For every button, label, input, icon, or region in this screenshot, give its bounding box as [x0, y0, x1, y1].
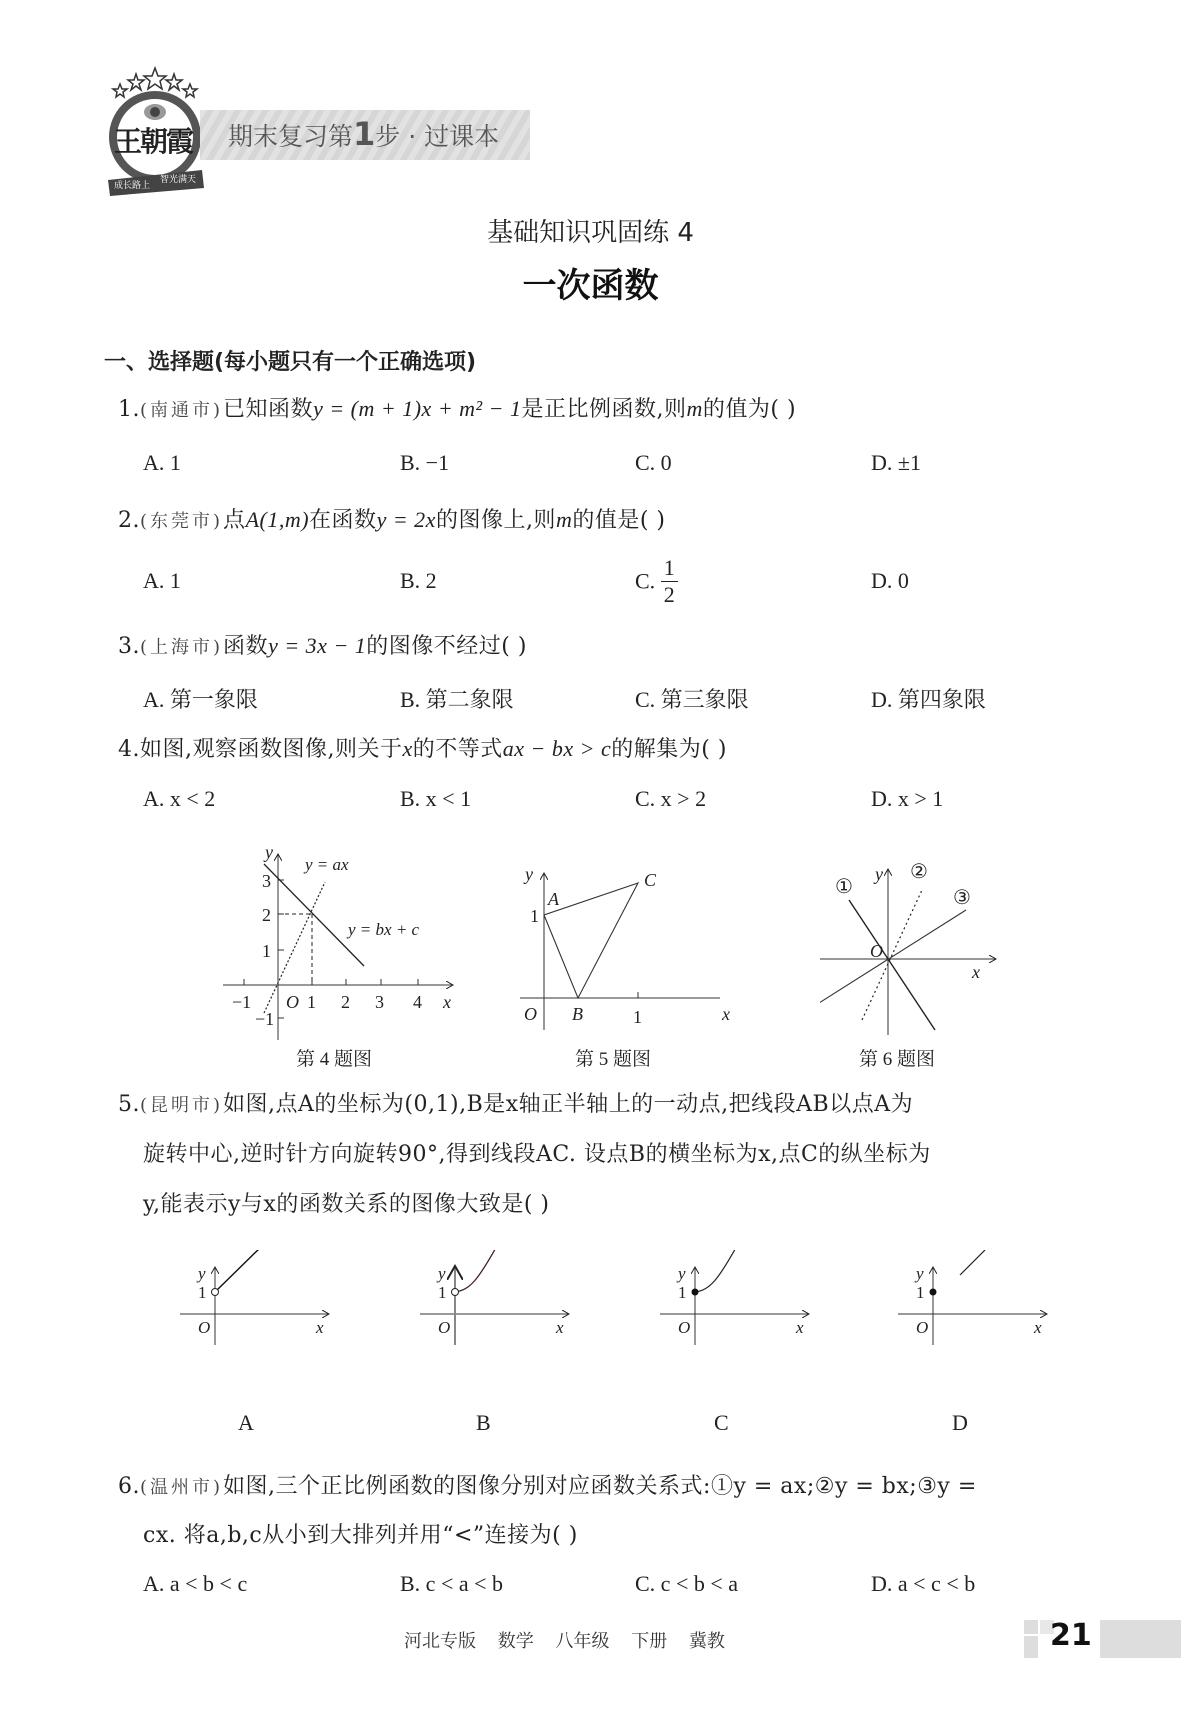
option-a[interactable]: A. x < 2 — [143, 786, 216, 811]
x-axis-label: x — [796, 1318, 804, 1337]
page-subtitle: 基础知识巩固练 4 — [487, 218, 694, 248]
question-1 — [118, 394, 796, 426]
option-d[interactable]: D — [952, 1410, 968, 1435]
q-line: 如图,点A的坐标为(0,1),B是x轴正半轴上的一动点,把线段AB以点A为 — [223, 1092, 914, 1117]
point-a-label: A — [548, 889, 559, 909]
y-tick-label: 1 — [530, 906, 539, 926]
origin-label: O — [438, 1318, 451, 1337]
q-text: 已知函数 — [223, 397, 314, 422]
x-axis-label: x — [316, 1318, 324, 1337]
origin-label: O — [870, 941, 883, 961]
q-formula: y = 2x — [376, 507, 436, 532]
line-ax-label: y = ax — [305, 855, 349, 874]
fraction-numerator: 1 — [661, 555, 678, 582]
x-axis-label: x — [556, 1318, 564, 1337]
q-text: 的解集为( ) — [611, 737, 727, 762]
option-a[interactable]: A. 1 — [143, 450, 181, 475]
q-formula: y = 3x − 1 — [268, 633, 367, 658]
graph-curve — [455, 1250, 498, 1292]
question-4 — [118, 734, 727, 765]
footer-subject: 数学 — [497, 1631, 534, 1652]
line-bx-c — [264, 864, 364, 966]
point-b-label: B — [572, 1004, 583, 1024]
logo-ribbon-right: 智光满天 — [160, 175, 197, 185]
option-a[interactable]: A. 第一象限 — [143, 687, 258, 712]
y-axis-label: y — [265, 842, 273, 862]
figure-6-caption: 第 6 题图 — [859, 1049, 936, 1070]
option-d[interactable]: D. ±1 — [871, 450, 921, 475]
label-1: ① — [835, 876, 853, 898]
q-num: 6. — [118, 1474, 140, 1499]
option-d[interactable]: D. 第四象限 — [871, 687, 986, 712]
x-axis-label: x — [972, 962, 980, 982]
graph-curve — [695, 1250, 738, 1292]
point-c-label: C — [644, 870, 657, 890]
y-axis-label: y — [875, 864, 883, 884]
q-num: 1. — [118, 397, 140, 422]
logo-ribbon-left: 成长路上 — [114, 181, 151, 191]
q5-graph-c[interactable] — [660, 1250, 820, 1360]
figure-5 — [520, 860, 740, 1040]
page-number-deco — [1024, 1636, 1038, 1658]
q-text: 如图,观察函数图像,则关于 — [140, 737, 403, 762]
y-axis-label: y — [916, 1264, 924, 1283]
option-a[interactable]: A. a < b < c — [143, 1571, 248, 1596]
header-banner-text — [228, 115, 499, 153]
q-line: cx. 将a,b,c从小到大排列并用“<”连接为( ) — [143, 1523, 578, 1548]
y-axis-label: y — [525, 864, 533, 884]
y-tick-label: 2 — [262, 905, 271, 925]
line-3 — [820, 910, 966, 1003]
x-tick-label: 2 — [341, 992, 350, 1012]
y-axis-label: y — [678, 1264, 686, 1283]
footer-publisher: 冀教 — [688, 1631, 725, 1652]
x-tick-label: 1 — [307, 992, 316, 1012]
option-d[interactable]: D. a < c < b — [871, 1571, 976, 1596]
q-line: 旋转中心,逆时针方向旋转90°,得到线段AC. 设点B的横坐标为x,点C的纵坐标为 — [143, 1142, 931, 1167]
line-1 — [849, 900, 935, 1030]
option-b[interactable]: B. 2 — [400, 568, 437, 593]
option-c[interactable] — [635, 555, 678, 608]
q-line: 如图,三个正比例函数的图像分别对应函数关系式:①y = ax;②y = bx;③y = — [223, 1474, 977, 1499]
label-2: ② — [910, 861, 928, 883]
page-title: 一次函数 — [522, 266, 659, 306]
option-c[interactable]: C. 第三象限 — [635, 687, 749, 712]
logo-name: 王朝霞 — [114, 127, 193, 158]
q-text: 的图像不经过( ) — [366, 634, 527, 659]
page-number-deco — [1024, 1620, 1038, 1634]
q-source: (温州市) — [140, 1477, 224, 1498]
q-text: 的图像上,则 — [435, 508, 556, 533]
q-source: (南通市) — [140, 400, 224, 421]
q-text: 在函数 — [309, 508, 377, 533]
label-3: ③ — [953, 887, 971, 909]
q-var: m — [555, 507, 573, 532]
closed-point — [692, 1289, 699, 1296]
option-c[interactable]: C — [714, 1410, 729, 1435]
option-d[interactable]: D. x > 1 — [871, 786, 944, 811]
footer-edition: 河北专版 — [404, 1631, 476, 1652]
option-c[interactable]: C. x > 2 — [635, 786, 707, 811]
q-var: m — [686, 396, 703, 421]
x-axis-label: x — [722, 1004, 730, 1024]
y-tick-label: 1 — [198, 1283, 207, 1302]
banner-step: 1 — [353, 115, 376, 153]
question-2 — [118, 505, 666, 537]
y-tick-label: −1 — [255, 1009, 275, 1029]
q-num: 2. — [118, 508, 140, 533]
y-axis-label: y — [198, 1264, 206, 1283]
y-tick-label: 1 — [916, 1283, 925, 1302]
q5-graph-a[interactable] — [180, 1250, 340, 1360]
banner-suffix: 步 · 过课本 — [375, 122, 500, 151]
q-text: 的值是( ) — [572, 508, 666, 533]
x-tick-label: −1 — [232, 992, 252, 1012]
option-b[interactable]: B. −1 — [400, 450, 450, 475]
question-3 — [118, 631, 527, 663]
q-text: 的不等式 — [412, 737, 503, 762]
x-tick-label: 1 — [633, 1007, 642, 1027]
open-point — [212, 1289, 219, 1296]
graph-line — [960, 1250, 985, 1275]
option-a[interactable]: A. 1 — [143, 568, 181, 593]
q-formula: ax − bx > c — [502, 736, 612, 761]
q-text: 是正比例函数,则 — [521, 397, 687, 422]
q-text: 的值为( ) — [702, 397, 797, 422]
q-text: 函数 — [223, 634, 269, 659]
y-tick-label: 1 — [262, 941, 271, 961]
option-b[interactable]: B. x < 1 — [400, 786, 472, 811]
origin-label: O — [678, 1318, 691, 1337]
q-text: 点 — [223, 508, 246, 533]
y-tick-label: 1 — [678, 1283, 687, 1302]
page-number-bar — [1100, 1620, 1181, 1658]
logo — [100, 62, 210, 202]
option-d[interactable]: D. 0 — [871, 568, 909, 593]
footer-volume: 下册 — [631, 1631, 668, 1652]
graph-line — [215, 1250, 266, 1292]
figure-5-caption: 第 5 题图 — [575, 1049, 652, 1070]
line-bx-c-label: y = bx + c — [348, 920, 420, 939]
option-a[interactable]: A — [238, 1410, 254, 1435]
q-num: 5. — [118, 1092, 140, 1117]
q-var: x — [402, 736, 413, 761]
option-c[interactable]: C. c < b < a — [635, 1571, 739, 1596]
x-axis-label: x — [443, 992, 451, 1012]
option-c-label: C. — [635, 568, 656, 594]
origin-label: O — [916, 1318, 929, 1337]
y-tick-label: 1 — [438, 1283, 447, 1302]
q-formula: A(1,m) — [245, 507, 310, 532]
figure-6 — [820, 860, 1000, 1040]
banner-prefix: 期末复习第 — [228, 122, 354, 151]
option-b[interactable]: B — [476, 1410, 491, 1435]
x-axis-label: x — [1034, 1318, 1042, 1337]
figure-4 — [200, 830, 460, 1040]
page-number: 21 — [1050, 1618, 1092, 1653]
q-line: y,能表示y与x的函数关系的图像大致是( ) — [143, 1192, 550, 1217]
fraction-denominator: 2 — [663, 582, 675, 607]
origin-label: O — [286, 992, 299, 1012]
open-point — [452, 1289, 459, 1296]
q5-graph-b[interactable] — [420, 1250, 580, 1360]
option-b[interactable]: B. 第二象限 — [400, 687, 514, 712]
origin-label: O — [524, 1004, 537, 1024]
footer — [404, 1627, 725, 1653]
q-num: 3. — [118, 634, 140, 659]
footer-grade: 八年级 — [555, 1631, 610, 1652]
origin-label: O — [198, 1318, 211, 1337]
x-tick-label: 3 — [375, 992, 384, 1012]
option-b[interactable]: B. c < a < b — [400, 1571, 504, 1596]
q-source: (东莞市) — [140, 511, 224, 532]
q-num: 4. — [118, 737, 140, 762]
q-source: (上海市) — [140, 637, 224, 658]
closed-point — [930, 1289, 937, 1296]
q-source: (昆明市) — [140, 1095, 224, 1116]
q-formula: y = (m + 1)x + m² − 1 — [313, 396, 522, 421]
figure-4-caption: 第 4 题图 — [296, 1049, 373, 1070]
section-heading: 一、选择题(每小题只有一个正确选项) — [104, 350, 477, 375]
x-tick-label: 4 — [413, 992, 422, 1012]
fraction — [661, 555, 678, 608]
q5-graph-d[interactable] — [898, 1250, 1058, 1360]
y-axis-label: y — [438, 1264, 446, 1283]
y-tick-label: 3 — [262, 871, 271, 891]
option-c[interactable]: C. 0 — [635, 450, 672, 475]
